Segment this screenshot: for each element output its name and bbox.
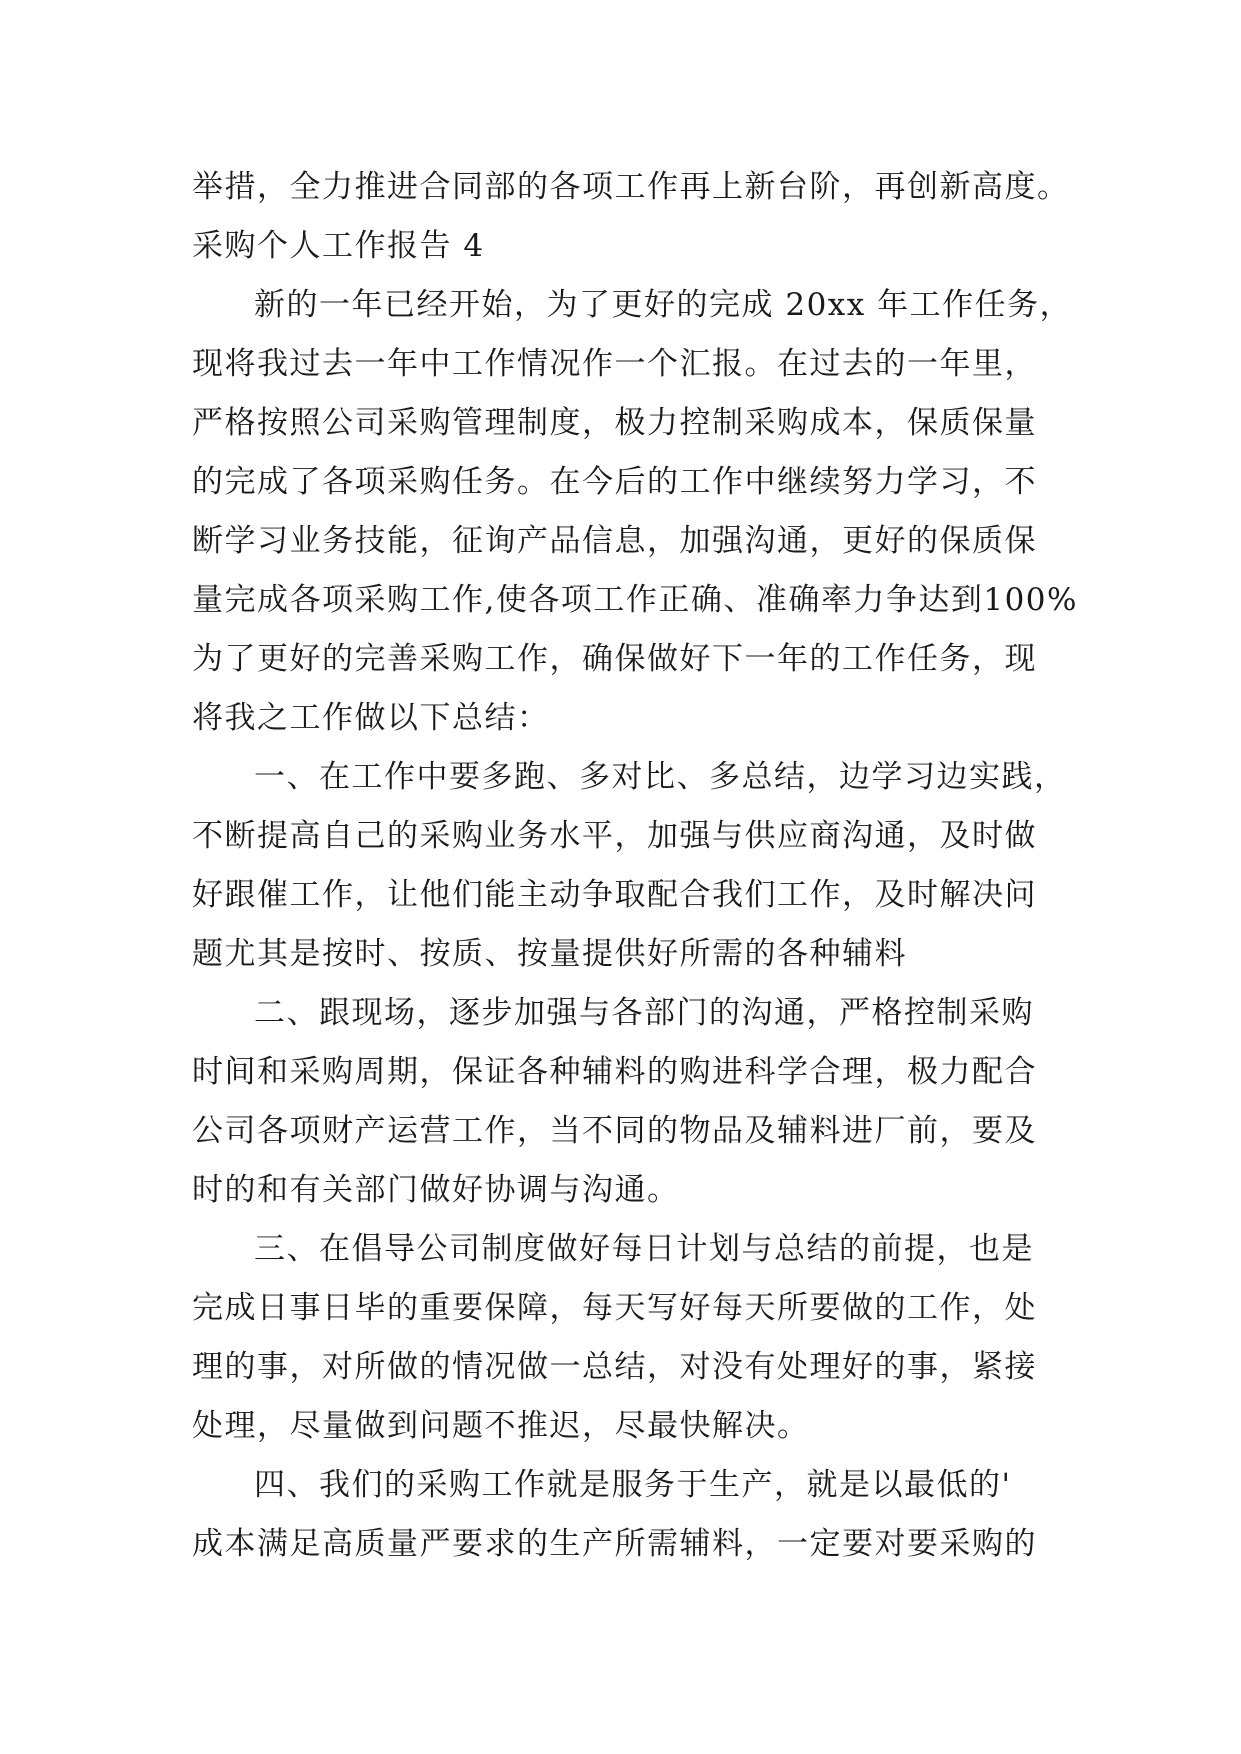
- document-body: [192, 158, 1078, 1574]
- text-line: 断学习业务技能，征询产品信息，加强沟通，更好的保质保: [192, 523, 1037, 559]
- text-line: 举措，全力推进合同部的各项工作再上新台阶，再创新高度。: [192, 169, 1070, 205]
- text-line: 的完成了各项采购任务。在今后的工作中继续努力学习，不: [192, 464, 1037, 500]
- text-line: 完成日事日毕的重要保障，每天写好每天所要做的工作，处: [192, 1290, 1037, 1326]
- text-line: 处理，尽量做到问题不推迟，尽最快解决。: [192, 1408, 810, 1444]
- text-line: 好跟催工作，让他们能主动争取配合我们工作，及时解决问: [192, 877, 1037, 913]
- text-line: 不断提高自己的采购业务水平，加强与供应商沟通，及时做: [192, 818, 1037, 854]
- text-line: 时的和有关部门做好协调与沟通。: [192, 1172, 680, 1208]
- text-line: 为了更好的完善采购工作，确保做好下一年的工作任务，现: [192, 641, 1037, 677]
- text-line: 四、我们的采购工作就是服务于生产，就是以最低的': [254, 1467, 1012, 1503]
- text-line: 公司各项财产运营工作，当不同的物品及辅料进厂前，要及: [192, 1113, 1037, 1149]
- section-heading: 采购个人工作报告 4: [192, 228, 485, 264]
- text-line: 二、跟现场，逐步加强与各部门的沟通，严格控制采购: [254, 995, 1034, 1031]
- text-line: 现将我过去一年中工作情况作一个汇报。在过去的一年里，: [192, 346, 1037, 382]
- text-line: 成本满足高质量严要求的生产所需辅料，一定要对要采购的: [192, 1526, 1037, 1562]
- text-line: 将我之工作做以下总结：: [192, 700, 550, 736]
- text-line: 一、在工作中要多跑、多对比、多总结，边学习边实践，: [254, 759, 1067, 795]
- text-line: 三、在倡导公司制度做好每日计划与总结的前提，也是: [254, 1231, 1034, 1267]
- text-line: 时间和采购周期，保证各种辅料的购进科学合理，极力配合: [192, 1054, 1037, 1090]
- text-line: 新的一年已经开始，为了更好的完成 20xx 年工作任务，: [254, 287, 1073, 323]
- text-line: 严格按照公司采购管理制度，极力控制采购成本，保质保量: [192, 405, 1037, 441]
- text-line: 题尤其是按时、按质、按量提供好所需的各种辅料: [192, 936, 907, 972]
- text-line: 理的事，对所做的情况做一总结，对没有处理好的事，紧接: [192, 1349, 1037, 1385]
- text-line: 量完成各项采购工作,使各项工作正确、准确率力争达到100%: [192, 582, 1078, 618]
